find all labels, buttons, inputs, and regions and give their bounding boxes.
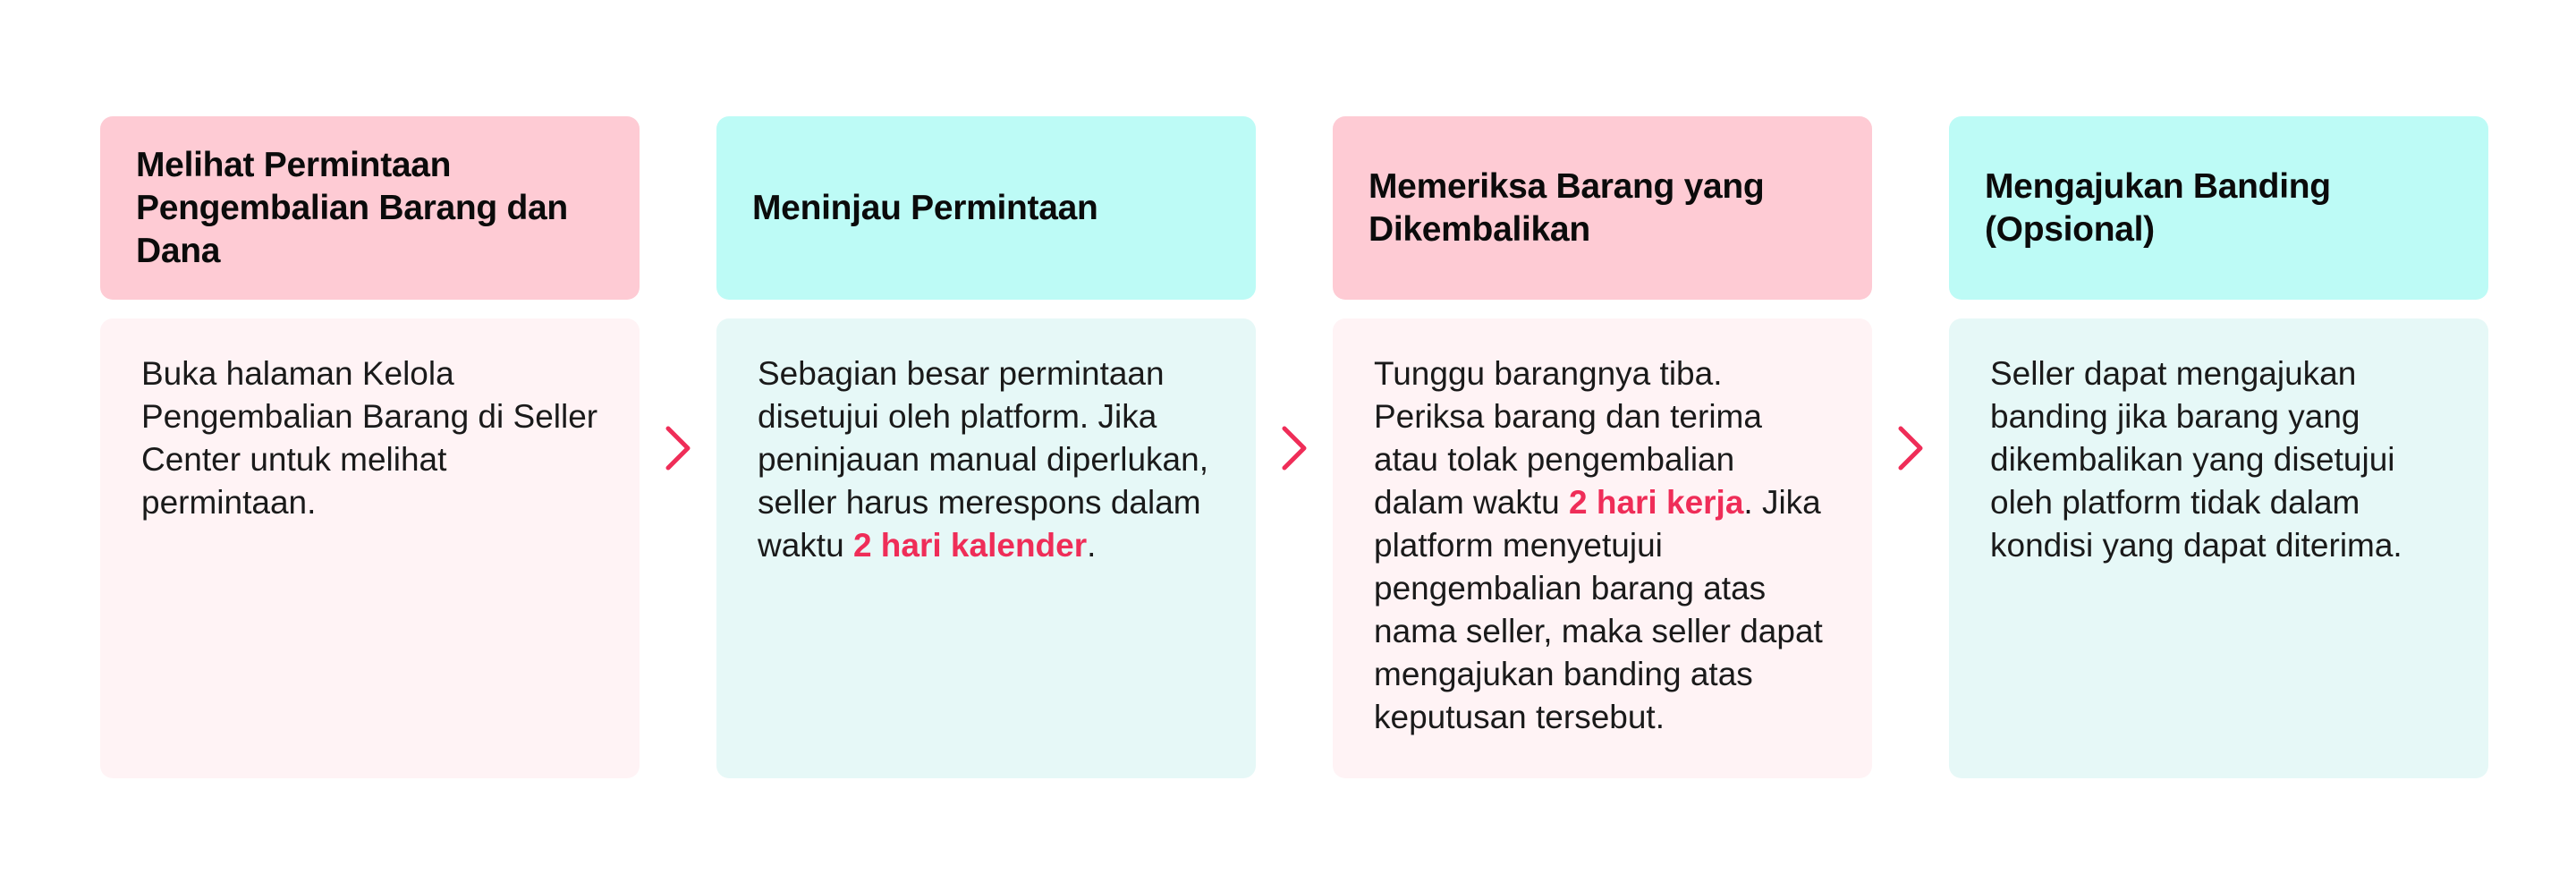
chevron-right-icon xyxy=(1895,425,1926,471)
step-body xyxy=(1949,318,2488,778)
step-description-text: Buka halaman Kelola Pengembalian Barang di Seller Center untuk melihat permintaan. xyxy=(141,355,598,521)
step-card-1 xyxy=(100,116,640,778)
step-card-4 xyxy=(1949,116,2488,778)
step-body xyxy=(1333,318,1872,778)
step-description-text: Tunggu barangnya tiba. Periksa barang dan terima atau tolak pengembalian dalam waktu xyxy=(1374,355,1762,521)
step-header xyxy=(100,116,640,300)
step-header xyxy=(1949,116,2488,300)
step-highlight: 2 hari kerja xyxy=(1569,484,1744,521)
step-highlight: 2 hari kalender xyxy=(852,527,1088,564)
step-description-tail: . Jika platform menyetujui pengembalian barang atas nama seller, maka seller dapat mengajukan banding atas keputusan tersebut. xyxy=(1374,484,1823,735)
step-description-text: Seller dapat mengajukan banding jika barang yang dikembalikan yang disetujui oleh platform tidak dalam kondisi yang dapat diterima. xyxy=(1990,355,2402,564)
step-card-3 xyxy=(1333,116,1872,778)
step-header xyxy=(1333,116,1872,300)
step-description-text: Sebagian besar permintaan disetujui oleh platform. Jika peninjauan manual diperlukan, seller harus merespons dalam waktu xyxy=(758,355,1208,564)
step-description xyxy=(1374,352,1833,739)
step-title: Mengajukan Banding (Opsional) xyxy=(1985,166,2331,249)
chevron-right-icon xyxy=(1279,425,1309,471)
step-header xyxy=(716,116,1256,300)
step-description-tail: . xyxy=(1087,527,1097,564)
step-body xyxy=(100,318,640,778)
step-title: Melihat Permintaan Pengembalian Barang dan Dana xyxy=(136,145,568,270)
step-title: Memeriksa Barang yang Dikembalikan xyxy=(1368,166,1765,249)
chevron-right-icon xyxy=(663,425,693,471)
step-description xyxy=(141,352,600,524)
step-body xyxy=(716,318,1256,778)
step-card-2 xyxy=(716,116,1256,778)
step-description xyxy=(1990,352,2449,567)
step-title: Meninjau Permintaan xyxy=(752,188,1098,227)
step-description xyxy=(758,352,1216,567)
